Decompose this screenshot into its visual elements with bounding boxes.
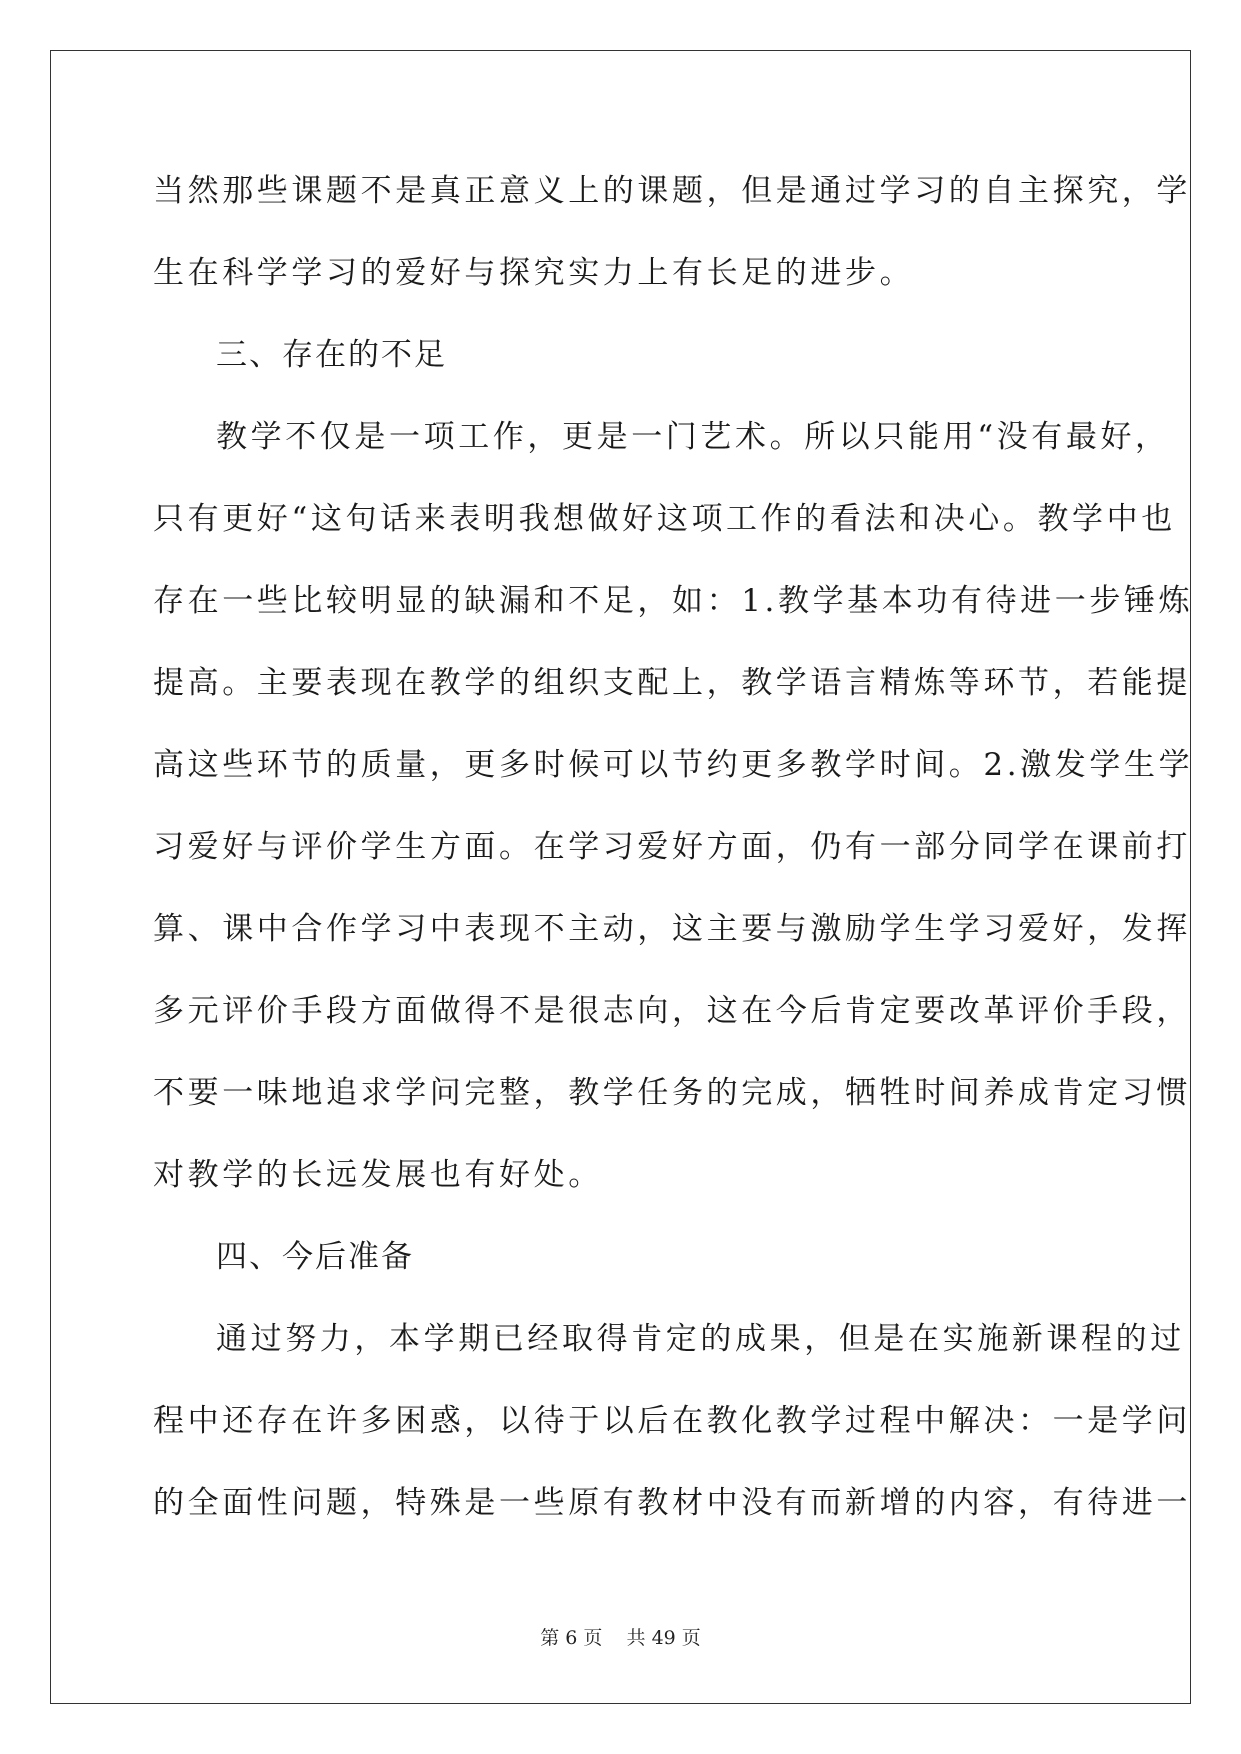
text-line: 不要一味地追求学问完整，教学任务的完成，牺牲时间养成肯定习惯 [153, 1075, 1191, 1111]
total-pages: 共 49 页 [626, 1627, 701, 1649]
text-line: 算、课中合作学习中表现不主动，这主要与激励学生学习爱好，发挥 [153, 911, 1191, 947]
text-line: 提高。主要表现在教学的组织支配上，教学语言精炼等环节，若能提 [153, 665, 1191, 701]
text-line: 多元评价手段方面做得不是很志向，这在今后肯定要改革评价手段， [153, 993, 1191, 1029]
text-line: 当然那些课题不是真正意义上的课题，但是通过学习的自主探究，学 [153, 173, 1191, 209]
text-line: 通过努力，本学期已经取得肯定的成果，但是在实施新课程的过 [216, 1321, 1185, 1357]
page-number: 第 6 页 [540, 1627, 603, 1649]
text-line: 生在科学学习的爱好与探究实力上有长足的进步。 [153, 255, 915, 291]
document-body [153, 166, 1194, 1560]
text-line: 的全面性问题，特殊是一些原有教材中没有而新增的内容，有待进一 [153, 1485, 1191, 1521]
text-line: 高这些环节的质量，更多时候可以节约更多教学时间。2.激发学生学 [153, 747, 1194, 783]
page-footer [0, 1626, 1241, 1650]
text-line: 存在一些比较明显的缺漏和不足，如：1.教学基本功有待进一步锤炼 [153, 583, 1194, 619]
text-line: 程中还存在许多困惑，以待于以后在教化教学过程中解决：一是学问 [153, 1403, 1191, 1439]
text-line: 教学不仅是一项工作，更是一门艺术。所以只能用“没有最好， [216, 419, 1170, 455]
section-heading: 四、今后准备 [216, 1239, 414, 1275]
text-line: 习爱好与评价学生方面。在学习爱好方面，仍有一部分同学在课前打 [153, 829, 1191, 865]
text-line: 只有更好“这句话来表明我想做好这项工作的看法和决心。教学中也 [153, 501, 1176, 537]
section-heading: 三、存在的不足 [216, 337, 447, 373]
text-line: 对教学的长远发展也有好处。 [153, 1157, 603, 1193]
